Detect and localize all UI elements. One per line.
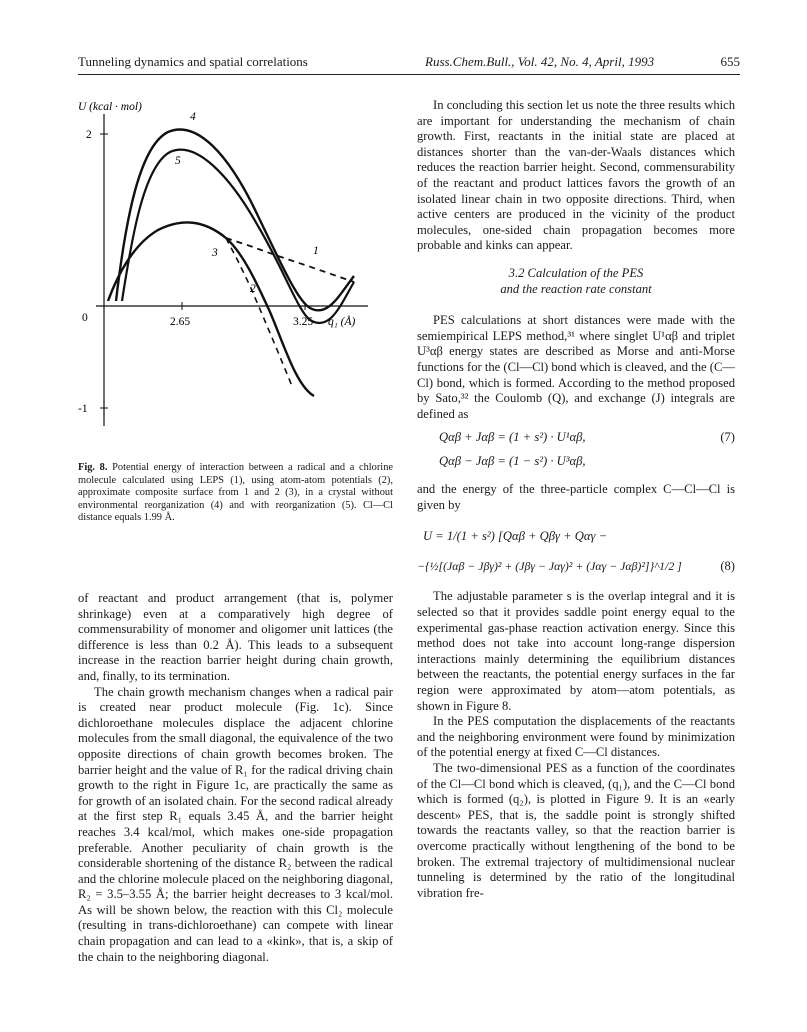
left-paragraph-1: of reactant and product arrangement (that is, polymer shrinkage) even at a comparatively high degree of commensurability of monomer and oligomer unit lattices (the difference is less than 0.2 Å). This leads to a subsequent increase in the reaction barrier height during chain growth, and, finally, to its termination. [78, 591, 393, 683]
equation-8b: −{½[(Jαβ − Jβγ)² + (Jβγ − Jαγ)² + (Jαγ − Jαβ)²]}^1/2 ] [417, 559, 682, 574]
figure-caption [78, 462, 393, 525]
running-header [78, 54, 740, 75]
y-tick-0: 0 [82, 312, 88, 324]
right-paragraph-3: and the energy of the three-particle complex C—Cl—Cl is given by [417, 482, 735, 512]
section-title-line-2: and the reaction rate constant [500, 281, 652, 296]
curve-label-3: 3 [212, 247, 218, 259]
caption-text: Potential energy of interaction between a radical and a chlorine molecule calculated using LEPS (1), using atom-atom potentials (2), approximate composite surface from 1 and 2 (3), in a crystal without environmental reorganization (4) and with reorganization (5). Cl—Cl distance equals 1.99 Å. [78, 462, 393, 524]
figure-8 [78, 96, 393, 446]
curve-5 [122, 150, 354, 323]
equation-7a: Qαβ + Jαβ = (1 + s²) · U¹αβ, [439, 430, 586, 445]
x-axis-label: q₁ (Å) [328, 316, 356, 328]
curve-4 [116, 130, 354, 311]
equation-8-number: (8) [720, 559, 735, 574]
curve-label-4: 4 [190, 111, 196, 123]
curve-label-5: 5 [175, 155, 181, 167]
right-paragraph-5: In the PES computation the displacements of the reactants and the neighboring environment were found by minimization of the potential energy at fixed C—Cl distances. [417, 714, 735, 760]
equation-7b: Qαβ − Jαβ = (1 − s²) · U³αβ, [439, 454, 586, 469]
header-journal: Russ.Chem.Bull., Vol. 42, No. 4, April, 1993 [425, 54, 655, 69]
right-paragraph-1: In concluding this section let us note the three results which are important for understanding the mechanism of chain growth. First, reactants in the initial state are placed at distances shorter than the van-der-Waals distances which reduces the reaction barrier height. Second, commensurability of the reactant and product lattices favors the growth of an isolated linear chain in two opposite directions. Third, when active centers are produced in the vicinity of the product molecules, one-sided chain propagation becomes more probable and kinks can appear. [417, 98, 735, 253]
right-paragraph-2: PES calculations at short distances were made with the semiempirical LEPS method,³¹ where singlet U¹αβ and triplet U³αβ energy states are described as Morse and anti-Morse functions for the (Cl—Cl) bond which is cleaved, and the (C—Cl) bond, which is formed. According to the method proposed by Sato,³² the Coulomb (Q), and exchange (J) integrals are defined as [417, 313, 735, 421]
curve-1 [226, 238, 354, 282]
x-tick-325: 3.25 [293, 316, 314, 328]
y-tick-minus-1: -1 [78, 403, 88, 415]
left-column [78, 591, 393, 965]
section-title-line-1: 3.2 Calculation of the PES [508, 265, 644, 280]
curve-label-1: 1 [313, 245, 319, 257]
y-tick-2: 2 [86, 129, 92, 141]
equation-7 [417, 430, 735, 454]
caption-label: Fig. 8. [78, 462, 108, 473]
right-column [417, 98, 735, 901]
right-paragraph-6: The two-dimensional PES as a function of the coordinates of the Cl—Cl bond which is cleaved, (q₁), and the C—Cl bond which is formed (q₂), is plotted in Figure 9. It is an «early descent» PES, that is, the saddle point is strongly shifted towards the reactants valley, so that the reaction barrier is overcome practically without lengthening of the bond to be broken. The extremal trajectory of multidimensional nuclear tunneling is determined by the ratio of the longitudinal vibration fre- [417, 761, 735, 900]
curve-label-2: 2 [250, 283, 256, 295]
equation-8a-row [417, 523, 735, 553]
left-paragraph-2: The chain growth mechanism changes when a radical pair is created near product molecule (Fig. 1c). Since dichloroethane molecules displace the adjacent chlorine molecules from the small diagonal, the equivalence of the two opposite directions of chain growth becomes broken. The barrier height and the value of R₁ for the radical driving chain growth to the right in Figure 1c, are practically the same as for growth of an isolated chain. For the second radical already at the first step R₁ equals 3.45 Å, and the barrier height reaches 3.4 kcal/mol, which makes one-side propagation preferable. Another peculiarity of chain growth is the considerable shortening of the distance R₂ between the radical and the chlorine molecule placed on the neighboring diagonal, R₂ = 3.5–3.55 Å; the barrier height decreases to 3 kcal/mol. As will be shown below, the reaction with this Cl₂ molecule (resulting in trans-dichloroethane) can compete with linear chain propagation and can lead to a «kink», that is, a skip of the chain to the neighboring diagonal. [78, 684, 393, 964]
page-number: 655 [720, 54, 740, 69]
equation-8b-row [417, 553, 735, 583]
equation-8a: U = 1/(1 + s²) [Qαβ + Qβγ + Qαγ − [423, 529, 608, 544]
curve-2 [226, 238, 292, 386]
x-tick-265: 2.65 [170, 316, 191, 328]
header-title: Tunneling dynamics and spatial correlations [78, 54, 308, 69]
equation-7b-row [417, 454, 735, 478]
curve-3 [108, 222, 314, 396]
equation-7-number: (7) [720, 430, 735, 445]
figure-8-plot [78, 96, 393, 446]
y-axis-label: U (kcal · mol) [78, 101, 142, 113]
right-paragraph-4: The adjustable parameter s is the overlap integral and it is selected so that it provides saddle point energy equal to the experimental gas-phase reaction activation energy. Since this method does not take into account long-range dispersion interactions mainly determining the equilibrium distances between the reactants, the potential energy surfaces in the far region were approximated by atom—atom potentials, as shown in Figure 8. [417, 589, 735, 713]
